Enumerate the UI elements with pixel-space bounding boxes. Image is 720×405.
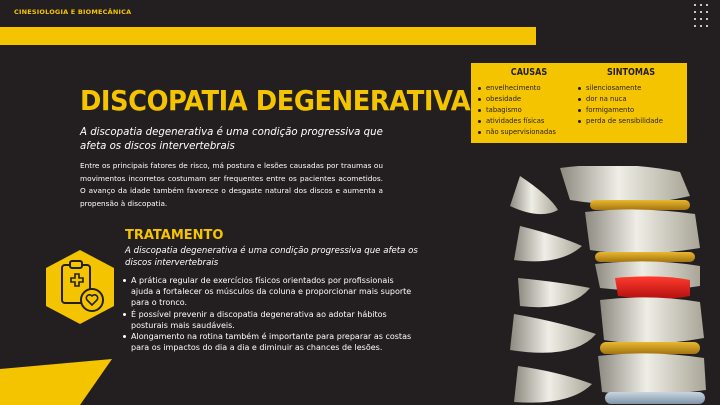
- treatment-item: Alongamento na rotina também é importante para preparar as costas para os impactos do dia a dia e diminuir as chances de lesões.: [122, 331, 412, 353]
- cause-item: obesidade: [477, 94, 581, 105]
- treatment-item: É possível prevenir a discopatia degenerativa ao adotar hábitos posturais mais saudáveis.: [122, 309, 412, 331]
- treatment-list: [122, 275, 412, 353]
- causes-column: [477, 67, 581, 138]
- section-label: CINESIOLOGIA E BIOMECÂNICA: [14, 8, 132, 16]
- cause-item: envelhecimento: [477, 83, 581, 94]
- symptoms-heading: SINTOMAS: [606, 67, 656, 78]
- symptom-item: dor na nuca: [577, 94, 685, 105]
- symptom-item: silenciosamente: [577, 83, 685, 94]
- treatment-subtitle: A discopatia degenerativa é uma condição progressiva que afeta os discos intervertebrais: [125, 246, 418, 268]
- page-subtitle: A discopatia degenerativa é uma condição progressiva que afeta os discos intervertebrais: [80, 127, 383, 152]
- symptoms-column: [577, 67, 685, 127]
- symptom-item: perda de sensibilidade: [577, 116, 685, 127]
- cause-item: não supervisionadas: [477, 127, 581, 138]
- causes-symptoms-box: [471, 63, 687, 143]
- page-title: DISCOPATIA DEGENERATIVA: [80, 84, 471, 117]
- dots-grid-icon: [694, 4, 714, 34]
- cause-item: atividades físicas: [477, 116, 581, 127]
- causes-heading: CAUSAS: [510, 67, 548, 78]
- header-band: [0, 27, 536, 45]
- spine-illustration: [500, 166, 720, 405]
- treatment-title: TRATAMENTO: [125, 228, 224, 243]
- corner-decoration: [0, 359, 112, 405]
- causes-list: [477, 83, 581, 138]
- intro-paragraph: Entre os principais fatores de risco, má postura e lesões causadas por traumas ou movimentos incorretos costumam ser frequentes entre os pacientes acometidos. O avanço da idade também favorece o desgaste natural dos discos e aumenta a propensão à discopatia.: [80, 161, 383, 208]
- cause-item: tabagismo: [477, 105, 581, 116]
- clipboard-heart-icon: [44, 248, 116, 326]
- treatment-item: A prática regular de exercícios físicos orientados por profissionais ajuda a fortalecer os músculos da coluna e proporcionar mais suporte para o tronco.: [122, 275, 412, 309]
- symptom-item: formigamento: [577, 105, 685, 116]
- symptoms-list: [577, 83, 685, 127]
